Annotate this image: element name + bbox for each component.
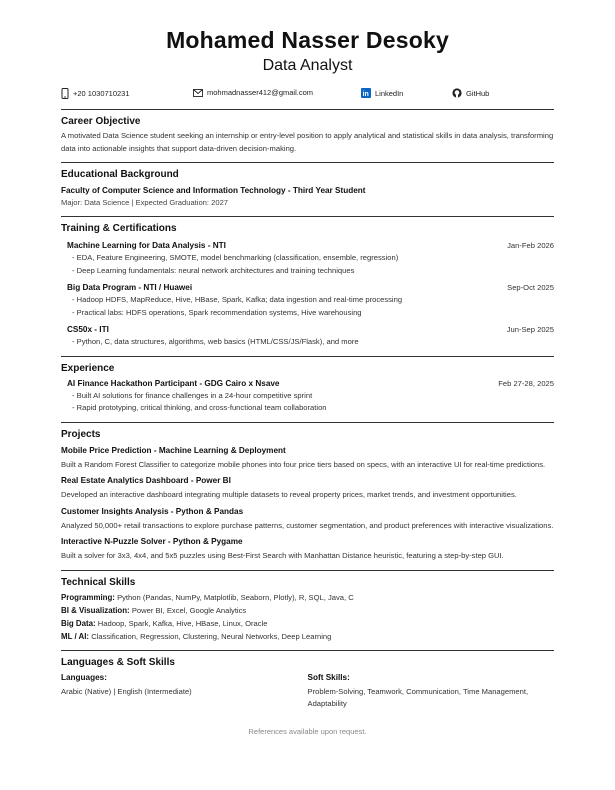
project-title: Real Estate Analytics Dashboard - Power BI: [61, 476, 231, 485]
skill-row: [61, 591, 554, 604]
envelope-icon: [193, 89, 203, 97]
svg-text:in: in: [362, 91, 369, 98]
soft-skills-value: Problem-Solving, Teamwork, Communication, Time Management, Adaptability: [307, 686, 529, 708]
section-divider: [61, 162, 554, 163]
section-title-education: Educational Background: [61, 169, 179, 180]
training-date: Jun-Sep 2025: [506, 325, 554, 334]
job-title: Data Analyst: [262, 57, 353, 74]
contact-linkedin[interactable]: [361, 88, 403, 98]
project-description: Built a solver for 3x3, 4x4, and 5x5 puzzles using Best-First Search with Manhattan Distance heuristic, featuring a step-by-step GUI.: [61, 551, 504, 560]
project-description: Analyzed 50,000+ retail transactions to explore purchase patterns, customer segmentation, and product preferences with interactive visualizations.: [61, 520, 554, 530]
github-text: GitHub: [466, 88, 490, 98]
training-title: Machine Learning for Data Analysis - NTI: [67, 241, 226, 250]
training-bullet: - Python, C, data structures, algorithms, web basics (HTML/CSS/JS/Flask), and more: [72, 337, 359, 346]
contact-github[interactable]: [452, 88, 489, 98]
training-bullet: - Hadoop HDFS, MapReduce, Hive, HBase, Spark, Kafka; data ingestion and real-time processing: [72, 295, 403, 304]
github-icon: [452, 88, 462, 98]
skill-label: ML / AI:: [61, 631, 90, 641]
training-entry: [67, 282, 554, 319]
education-degree: Faculty of Computer Science and Information Technology - Third Year Student: [61, 186, 366, 195]
section-divider: [61, 422, 554, 423]
training-bullet: - Practical labs: HDFS operations, Spark recommendation systems, Hive warehousing: [72, 307, 362, 317]
soft-skills-label: Soft Skills:: [307, 672, 350, 682]
candidate-name: Mohamed Nasser Desoky: [166, 27, 449, 53]
experience-bullet: - Rapid prototyping, critical thinking, and cross-functional team collaboration: [72, 403, 327, 412]
experience-entry: [67, 378, 554, 415]
skill-label: BI & Visualization:: [61, 605, 130, 615]
phone-icon: [61, 88, 69, 99]
training-entry: [67, 324, 554, 349]
section-divider: [61, 216, 554, 217]
soft-skills-column: [308, 672, 555, 710]
training-bullet: - Deep Learning fundamentals: neural network architectures and training techniques: [72, 265, 355, 275]
skill-value: Hadoop, Spark, Kafka, Hive, HBase, Linux, Oracle: [97, 618, 268, 628]
training-title: CS50x - ITI: [67, 325, 109, 334]
email-text: mohmadnasser412@gmail.com: [207, 88, 313, 97]
project-title: Interactive N-Puzzle Solver - Python & Pygame: [61, 537, 243, 546]
experience-bullet: - Built AI solutions for finance challenges in a 24-hour competitive sprint: [72, 390, 313, 400]
contact-phone[interactable]: [61, 88, 130, 99]
education-details: Major: Data Science | Expected Graduation: 2027: [61, 198, 229, 207]
section-title-training: Training & Certifications: [61, 223, 177, 234]
training-bullet: - EDA, Feature Engineering, SMOTE, model benchmarking (classification, ensemble, regression): [72, 253, 399, 262]
languages-column: [61, 672, 308, 710]
section-divider: [61, 109, 554, 110]
project-title: Mobile Price Prediction - Machine Learning & Deployment: [61, 445, 286, 455]
section-title-objective: Career Objective: [61, 116, 141, 127]
skill-label: Big Data:: [61, 618, 96, 628]
objective-text: A motivated Data Science student seeking an internship or entry-level position to apply analytical and statistical skills in data analysis, transforming data into actionable insights that support data-driven decision-making.: [61, 131, 554, 153]
linkedin-text: LinkedIn: [375, 88, 404, 98]
training-date: Jan-Feb 2026: [507, 241, 554, 250]
section-divider: [61, 570, 554, 571]
training-date: Sep-Oct 2025: [507, 283, 554, 292]
skill-row: [61, 630, 554, 643]
section-title-projects: Projects: [61, 428, 101, 440]
project-description: Developed an interactive dashboard integrating multiple datasets to reveal property prices, market trends, and investment opportunities.: [61, 490, 517, 499]
experience-date: Feb 27-28, 2025: [498, 378, 554, 388]
section-title-experience: Experience: [61, 362, 115, 374]
references-note: References available upon request.: [248, 726, 367, 736]
section-title-languages: Languages & Soft Skills: [61, 656, 175, 668]
contact-email[interactable]: [193, 88, 313, 97]
project-title: Customer Insights Analysis - Python & Pandas: [61, 506, 244, 516]
skill-value: Classification, Regression, Clustering, Neural Networks, Deep Learning: [91, 631, 332, 641]
experience-title: AI Finance Hackathon Participant - GDG Cairo x Nsave: [67, 378, 280, 388]
project-description: Built a Random Forest Classifier to categorize mobile phones into four price tiers based on specs, with an interactive UI for real-time predictions.: [61, 459, 546, 469]
training-title: Big Data Program - NTI / Huawei: [67, 283, 193, 292]
phone-text: +20 1030710231: [73, 89, 130, 98]
skill-value: Python (Pandas, NumPy, Matplotlib, Seaborn, Plotly), R, SQL, Java, C: [117, 592, 354, 602]
skill-row: [61, 617, 554, 630]
contact-bar: [61, 88, 554, 102]
languages-value: Arabic (Native) | English (Intermediate): [61, 686, 192, 696]
section-divider: [61, 356, 554, 357]
linkedin-icon: [361, 88, 371, 98]
section-divider: [61, 650, 554, 651]
languages-label: Languages:: [61, 672, 107, 682]
languages-softskills: [61, 672, 554, 710]
skill-row: [61, 604, 554, 617]
training-entry: [67, 240, 554, 277]
skill-value: Power BI, Excel, Google Analytics: [131, 605, 247, 615]
section-title-skills: Technical Skills: [61, 576, 136, 588]
skill-label: Programming:: [61, 592, 115, 602]
